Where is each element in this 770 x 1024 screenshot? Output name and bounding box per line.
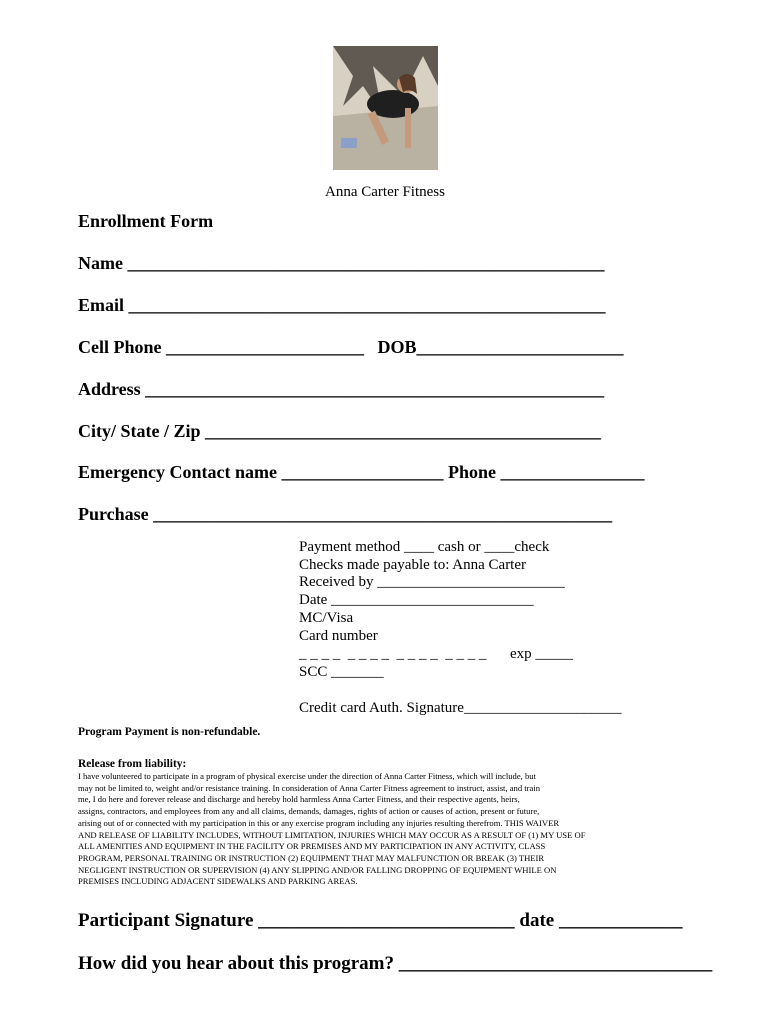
header-photo: [333, 46, 438, 170]
fitness-photo-image: [333, 46, 438, 170]
participant-signature-field[interactable]: Participant Signature ___________________________ date _____________: [78, 910, 683, 931]
waiver-line: arising out of or connected with my participation in this or any exercise program including any injuries resulting therefrom. THIS WAIVER: [78, 817, 560, 828]
waiver-line: PROGRAM, PERSONAL TRAINING OR INSTRUCTION (2) EQUIPMENT THAT MAY MALFUNCTION OR BREAK (3) THEIR: [78, 852, 545, 863]
card-number-label: Card number: [299, 628, 378, 644]
emergency-contact-fields[interactable]: Emergency Contact name __________________ Phone ________________: [78, 462, 645, 482]
waiver-line: I have volunteered to participate in a program of physical exercise under the direction of Anna Carter Fitness, which will include, but: [78, 771, 536, 781]
payment-date-field[interactable]: Date ___________________________: [299, 592, 534, 608]
address-field[interactable]: Address ___________________________________________________: [78, 379, 605, 399]
waiver-line: PREMISES INCLUDING ADJACENT SIDEWALKS AND PARKING AREAS.: [78, 876, 358, 887]
nonrefundable-note: Program Payment is non-refundable.: [78, 726, 261, 738]
waiver-line: ALL AMENITIES AND EQUIPMENT IN THE FACILITY OR PREMISES AND MY PARTICIPATION IN ANY ACTIVITY, CLASS: [78, 841, 546, 852]
scc-field[interactable]: SCC _______: [299, 664, 384, 680]
purchase-field[interactable]: Purchase ___________________________________________________: [78, 504, 613, 524]
received-by-field[interactable]: Received by _________________________: [299, 574, 565, 590]
name-field[interactable]: Name _____________________________________________________: [78, 253, 605, 273]
brand-caption: Anna Carter Fitness: [325, 184, 445, 200]
card-number-field[interactable]: _ _ _ _ _ _ _ _ _ _ _ _ _ _ _ _: [299, 646, 487, 662]
payment-method[interactable]: Payment method ____ cash or ____check: [299, 539, 550, 555]
mc-visa-label: MC/Visa: [299, 610, 354, 626]
waiver-line: assigns, contractors, and employees from any and all claims, demands, damages, rights of action or causes of action, present or future,: [78, 806, 540, 817]
waiver-line: me, I do here and forever release and discharge and hereby hold harmless Anna Carter Fitness, and their respective agents, heirs,: [78, 794, 520, 805]
city-state-zip-field[interactable]: City/ State / Zip ____________________________________________: [78, 421, 602, 441]
expiry-field[interactable]: exp _____: [510, 646, 573, 662]
waiver-line: AND RELEASE OF LIABILITY INCLUDES, WITHOUT LIMITATION, INJURIES WHICH MAY OCCUR AS A RESULT OF (1) MY USE OF: [78, 829, 586, 840]
email-field[interactable]: Email _____________________________________________________: [78, 295, 606, 315]
cell-dob-fields[interactable]: Cell Phone ______________________ DOB_______________________: [78, 337, 624, 357]
release-title: Release from liability:: [78, 758, 187, 770]
waiver-line: NEGLIGENT INSTRUCTION OR SUPERVISION (4) ANY SLIPPING AND/OR FALLING DROPPING OF EQUIPMENT WHILE ON: [78, 864, 557, 875]
checks-payable: Checks made payable to: Anna Carter: [299, 557, 527, 573]
waiver-line: may not be limited to, weight and/or resistance training. In consideration of Anna Carter Fitness agreement to instruct, assist, and train: [78, 782, 541, 793]
referral-source-field[interactable]: How did you hear about this program? _________________________________: [78, 953, 713, 974]
auth-signature-field[interactable]: Credit card Auth. Signature_____________________: [299, 700, 622, 716]
form-title: Enrollment Form: [78, 211, 214, 231]
waiver-text: [78, 771, 690, 888]
